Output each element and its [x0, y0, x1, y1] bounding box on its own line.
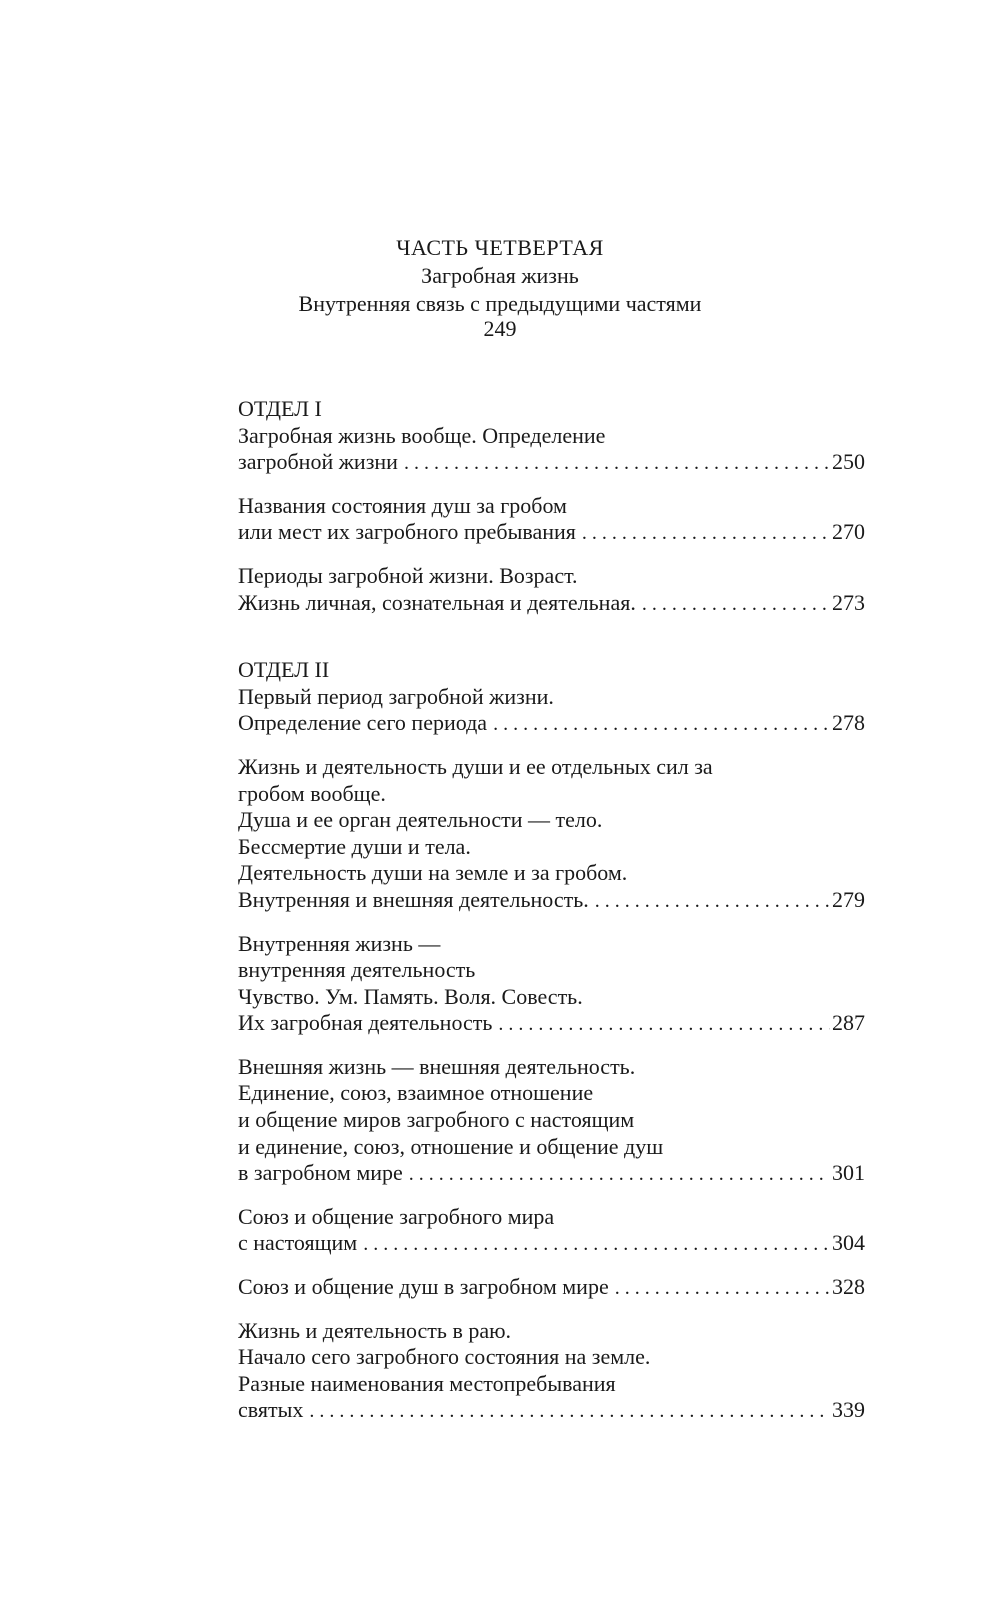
entry-text: в загробном мире [238, 1160, 403, 1186]
entry-text: Их загробная деятельность [238, 1010, 493, 1036]
entry-last-line [238, 1274, 865, 1302]
entry-last-line [238, 1160, 865, 1188]
entry-line: Деятельность души на земле и за гробом. [238, 860, 628, 886]
entry-line: Периоды загробной жизни. Возраст. [238, 562, 578, 588]
entry-line: Начало сего загробного состояния на земле. [238, 1344, 651, 1370]
toc-entry [238, 493, 865, 547]
entry-line: внутренняя деятельность [238, 957, 476, 983]
toc-entry [238, 931, 865, 1038]
entry-text: Союз и общение душ в загробном мире [238, 1274, 609, 1300]
section-title: ОТДЕЛ I [238, 396, 322, 421]
dot-leader [615, 1275, 830, 1302]
entry-text: Внутренняя и внешняя деятельность. [238, 886, 589, 912]
entry-last-line [238, 449, 865, 477]
dot-leader [404, 450, 830, 477]
entry-text: или мест их загробного пребывания [238, 519, 576, 545]
section-title: ОТДЕЛ II [238, 657, 330, 683]
dot-leader [595, 888, 830, 915]
entry-page-number: 304 [832, 1230, 865, 1256]
entry-line: Первый период загробной жизни. [238, 683, 554, 709]
entry-page-number: 301 [832, 1160, 865, 1186]
entry-page-number: 278 [832, 710, 865, 736]
dot-leader [642, 591, 830, 618]
entry-last-line [238, 1397, 865, 1425]
entry-last-line [238, 887, 865, 915]
toc-entry [238, 423, 865, 477]
entry-text: Жизнь личная, сознательная и деятельная. [238, 589, 636, 615]
dot-leader [582, 520, 830, 547]
toc-section [238, 657, 865, 1425]
toc-entry [238, 1054, 865, 1188]
entry-text: загробной жизни [238, 449, 398, 475]
entry-line: гробом вообще. [238, 780, 386, 806]
entry-page-number: 250 [832, 449, 865, 475]
toc-entry [238, 754, 865, 915]
entry-line: и общение миров загробного с настоящим [238, 1107, 635, 1133]
entry-text: святых [238, 1397, 304, 1423]
entry-line: Жизнь и деятельность в раю. [238, 1317, 512, 1343]
entry-page-number: 270 [832, 519, 865, 545]
entry-line: Разные наименования местопребывания [238, 1370, 616, 1396]
table-of-contents [238, 396, 865, 1425]
entry-page-number: 328 [832, 1274, 865, 1300]
dot-leader [498, 1011, 830, 1038]
entry-last-line [238, 1010, 865, 1038]
entry-last-line [238, 519, 865, 547]
toc-entry [238, 1274, 865, 1302]
entry-page-number: 273 [832, 589, 865, 615]
toc-entry [238, 1318, 865, 1425]
part-subtitle-2: Внутренняя связь с предыдущими частями [298, 291, 702, 316]
toc-section [238, 396, 865, 617]
entry-line: Жизнь и деятельность души и ее отдельных сил за [238, 753, 713, 779]
entry-page-number: 279 [832, 886, 865, 912]
toc-entry [238, 1204, 865, 1258]
entry-last-line [238, 1230, 865, 1258]
entry-last-line [238, 710, 865, 738]
entry-line: Загробная жизнь вообще. Определение [238, 422, 606, 448]
part-subtitle: Загробная жизнь [421, 263, 579, 288]
toc-entry [238, 563, 865, 617]
entry-line: Единение, союз, взаимное отношение [238, 1080, 594, 1106]
dot-leader [409, 1161, 830, 1188]
entry-line: Чувство. Ум. Память. Воля. Совесть. [238, 983, 583, 1009]
entry-line: Внутренняя жизнь — [238, 930, 441, 956]
entry-text: с настоящим [238, 1230, 358, 1256]
dot-leader [363, 1231, 830, 1258]
part-page-number: 249 [483, 316, 517, 341]
entry-line: Союз и общение загробного мира [238, 1203, 555, 1229]
entry-line: и единение, союз, отношение и общение душ [238, 1133, 664, 1159]
dot-leader [493, 711, 830, 738]
part-header [0, 234, 1000, 318]
entry-page-number: 287 [832, 1010, 865, 1036]
entry-last-line [238, 590, 865, 618]
entry-line: Бессмертие души и тела. [238, 833, 471, 859]
entry-text: Определение сего периода [238, 710, 488, 736]
entry-page-number: 339 [832, 1397, 865, 1423]
entry-line: Внешняя жизнь — внешняя деятельность. [238, 1053, 636, 1079]
part-title: ЧАСТЬ ЧЕТВЕРТАЯ [396, 235, 604, 260]
dot-leader [309, 1398, 830, 1425]
toc-entry [238, 684, 865, 738]
entry-line: Душа и ее орган деятельности — тело. [238, 807, 603, 833]
entry-line: Названия состояния душ за гробом [238, 492, 567, 518]
